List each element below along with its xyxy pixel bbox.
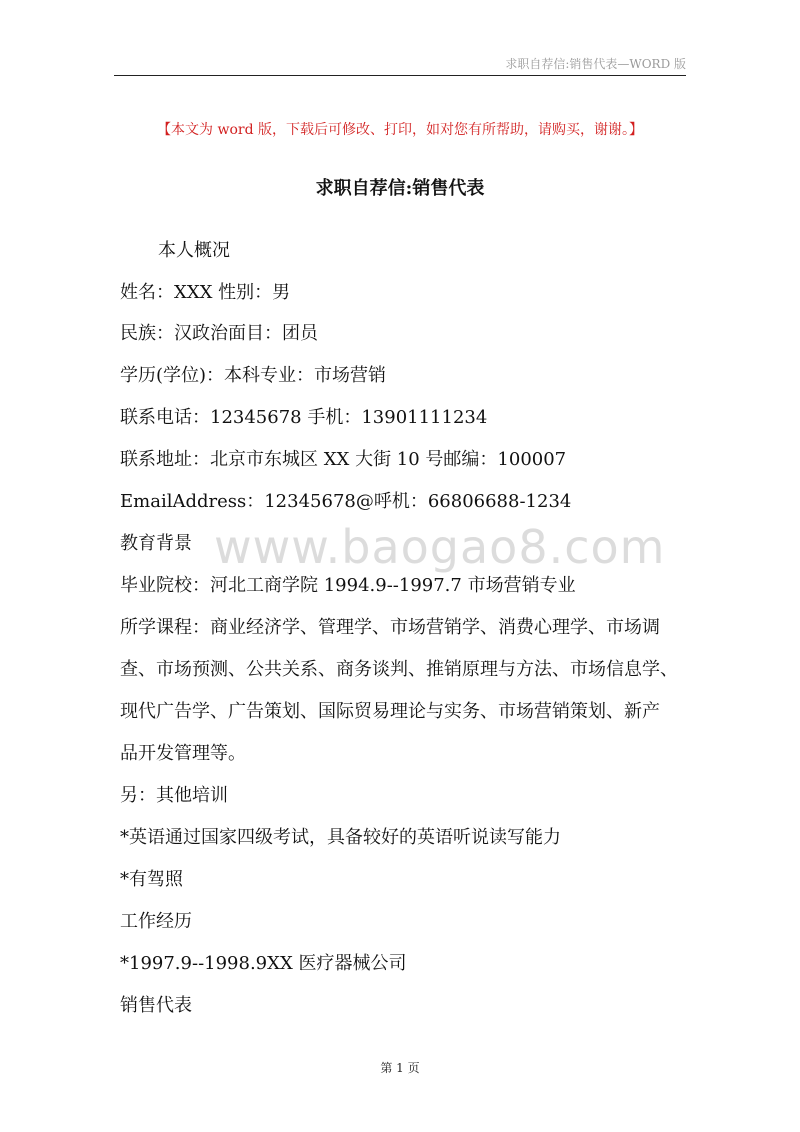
address-line: 联系地址：北京市东城区 XX 大街 10 号邮编：100007 [120, 449, 567, 470]
license-line: *有驾照 [120, 869, 183, 890]
name-gender-line: 姓名：XXX 性别：男 [120, 282, 291, 303]
school-line: 毕业院校：河北工商学院 1994.9--1997.7 市场营销专业 [120, 575, 576, 596]
section-heading-education: 教育背景 [120, 533, 192, 554]
job-title-line: 销售代表 [120, 995, 192, 1016]
courses-line: 现代广告学、广告策划、国际贸易理论与实务、市场营销策划、新产 [120, 701, 660, 722]
watermark: www.baogao8.com [214, 520, 666, 574]
courses-line: 所学课程：商业经济学、管理学、市场营销学、消费心理学、市场调 [120, 617, 660, 638]
header-divider [114, 75, 686, 76]
page-number: 第 1 页 [380, 1061, 420, 1075]
courses-line: 品开发管理等。 [120, 743, 246, 764]
other-training-line: 另：其他培训 [120, 785, 228, 806]
running-header: 求职自荐信:销售代表—WORD 版 [505, 57, 686, 71]
courses-line: 查、市场预测、公共关系、商务谈判、推销原理与方法、市场信息学、 [120, 659, 678, 680]
job-line: *1997.9--1998.9XX 医疗器械公司 [120, 953, 407, 974]
education-major-line: 学历(学位)：本科专业：市场营销 [120, 365, 387, 386]
section-heading-work: 工作经历 [120, 911, 192, 932]
english-line: *英语通过国家四级考试，具备较好的英语听说读写能力 [120, 827, 561, 848]
ethnicity-politics-line: 民族：汉政治面目：团员 [120, 323, 318, 344]
phone-line: 联系电话：12345678 手机：13901111234 [120, 407, 488, 428]
purchase-notice: 【本文为 word 版，下载后可修改、打印，如对您有所帮助，请购买，谢谢。】 [157, 122, 643, 138]
document-title: 求职自荐信:销售代表 [315, 178, 485, 199]
email-line: EmailAddress：12345678@呼机：66806688-1234 [120, 491, 572, 512]
section-heading-personal: 本人概况 [158, 240, 230, 261]
